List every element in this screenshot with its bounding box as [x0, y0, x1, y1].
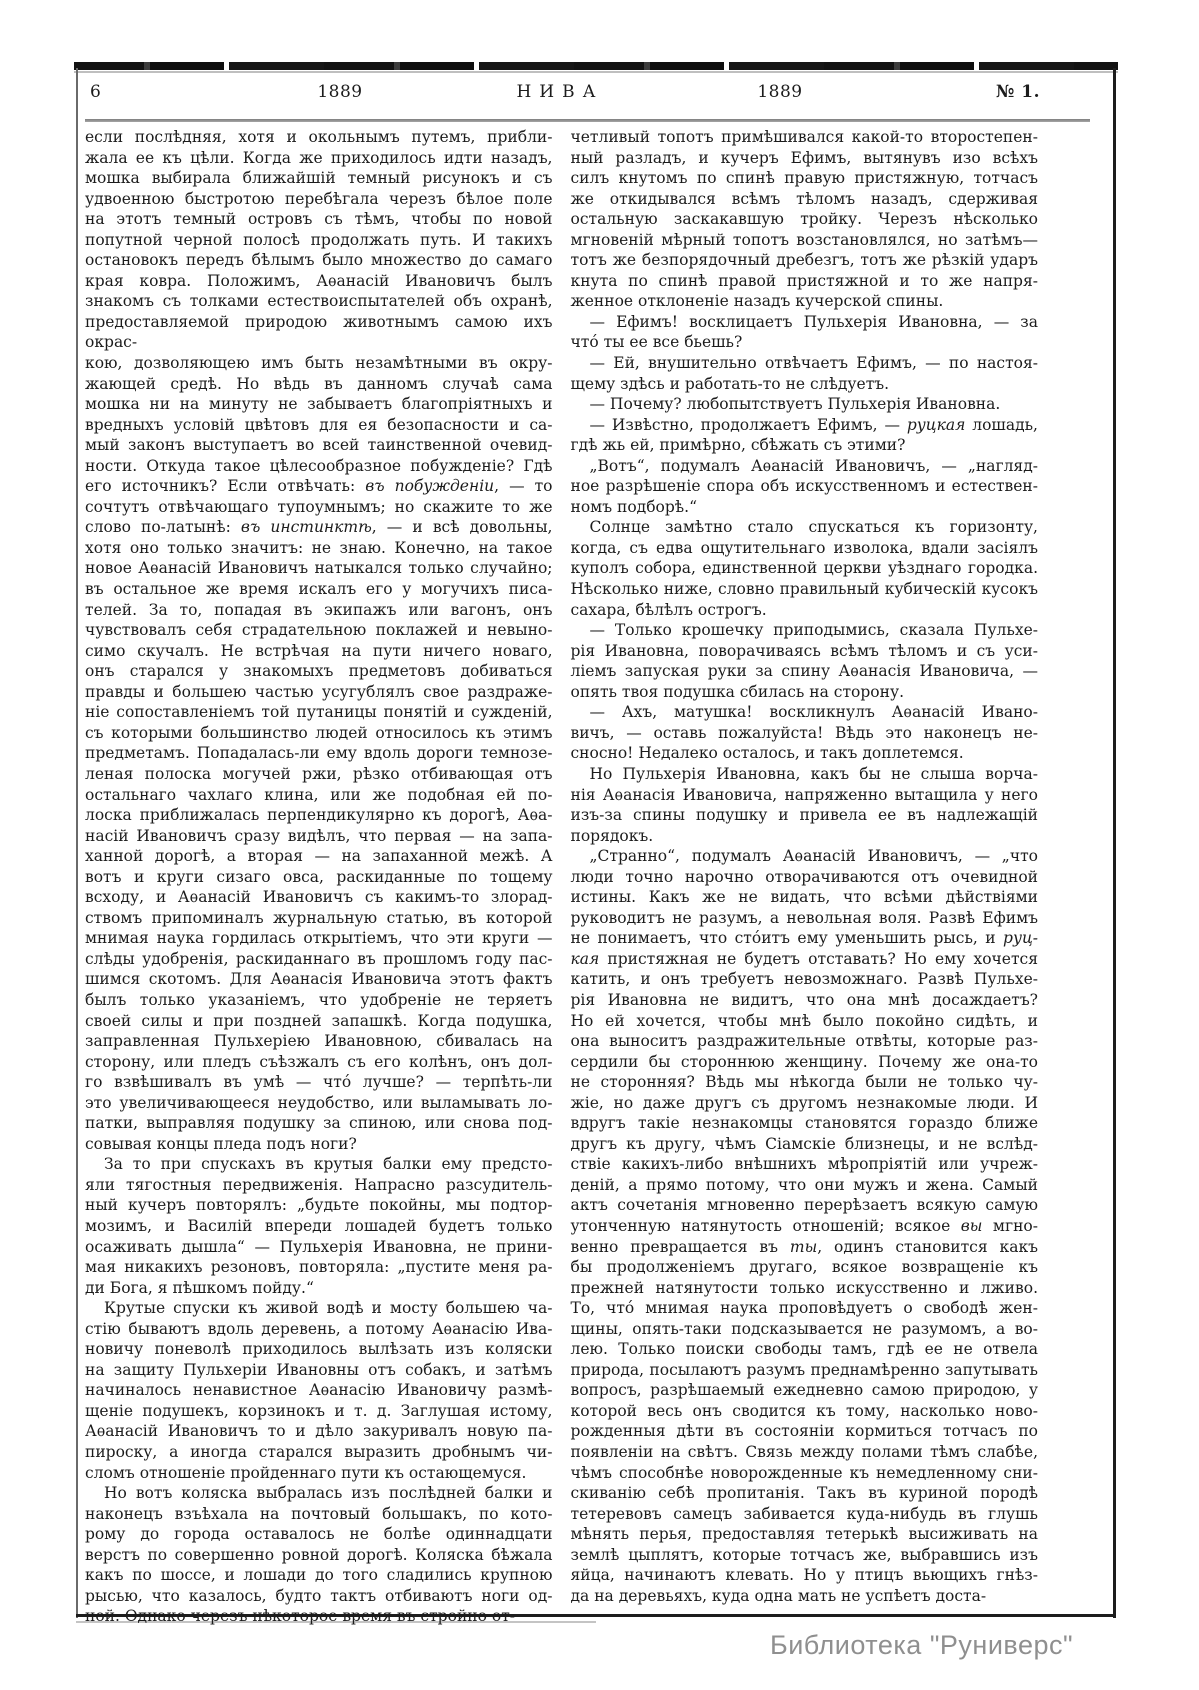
- text-line: какъ по шоссе, и лошади до того сладились крупною: [85, 1566, 553, 1585]
- text-line: былъ только указаніемъ, что удобреніе не теряетъ: [85, 990, 553, 1009]
- text-line: кою, дозволяющею имъ быть незамѣтными въ окру-: [85, 354, 553, 373]
- text-line: скиванію себѣ пропитанія. Такъ въ куриной породѣ: [570, 1484, 1038, 1503]
- page-frame-left-border: [76, 68, 78, 1618]
- text-line: лоска приближалась перпендикулярно къ дорогѣ, Аѳа-: [85, 806, 553, 825]
- text-line: Но Пульхерія Ивановна, какъ бы не слыша ворча-: [589, 764, 1038, 783]
- text-line: катить, и онъ требуетъ невозможнаго. Развѣ Пульхе-: [570, 970, 1038, 989]
- text-line: четливый топотъ примѣшивался какой-то второстепен-: [570, 128, 1038, 146]
- text-line: предметамъ. Попадалась-ли ему вдоль дороги темнозе-: [85, 744, 553, 763]
- text-line: кнута по спинѣ правой пристяжной и то же напря-: [570, 271, 1038, 290]
- text-line: люди точно нарочно отворачиваются отъ очевидной: [570, 867, 1038, 886]
- text-line: мошка выбирала ближайшій темный рисунокъ и съ: [85, 169, 553, 188]
- paragraph: [85, 127, 553, 1154]
- text-line: съ которыми большинство людей относилось къ этимъ: [85, 723, 553, 742]
- text-line: вредныхъ условій цвѣтовъ для ея безопасности и са-: [85, 415, 553, 434]
- text-line: когда, съ едва ощутительнаго изволока, вдали засіялъ: [570, 538, 1038, 557]
- text-line: правды и большею частью усугублялъ свое раздраже-: [85, 682, 553, 701]
- text-line: заправленная Пульхеріею Ивановною, сбивалась на: [85, 1032, 553, 1051]
- text-line: „Вотъ“, подумалъ Аѳанасій Ивановичъ, — „нагляд-: [589, 456, 1038, 475]
- text-line: верстъ по совершенно ровной дорогѣ. Коляска бѣжала: [85, 1545, 553, 1564]
- text-line: мый законъ выступаетъ во всей таинственной очевид-: [85, 436, 553, 455]
- text-line: знакомъ съ толками естествоиспытателей объ охранѣ,: [85, 292, 553, 311]
- text-line: вичъ, — оставь пожалуйста! Вѣдь это наконецъ не-: [570, 723, 1038, 742]
- paragraph: [571, 456, 1039, 518]
- text-line: сердили бы стороннюю женщину. Почему же она-то: [570, 1052, 1038, 1071]
- text-line: утонченную натянутость отношеній; всякое вы мгно-: [570, 1216, 1038, 1235]
- text-line: попутной черной полосѣ продолжать путь. И такихъ: [85, 230, 553, 249]
- text-line: новичу поневолѣ приходилось вылѣзать изъ коляски: [85, 1340, 553, 1359]
- paragraph: [571, 394, 1039, 415]
- text-line: ный кучеръ повторялъ: „будьте покойны, мы подтор-: [85, 1196, 553, 1215]
- text-line: Нѣсколько ниже, словно правильный кубическій кусокъ: [570, 580, 1038, 599]
- text-line: ный разладъ, и кучеръ Ефимъ, вытянувъ изо всѣхъ: [570, 148, 1038, 167]
- text-line: Но вотъ коляска выбралась изъ послѣдней балки и: [104, 1484, 553, 1503]
- text-line: — Только крошечку приподымись, сказала Пульхе-: [589, 621, 1038, 640]
- text-line: Крутые спуски къ живой водѣ и мосту большею ча-: [104, 1299, 553, 1318]
- issue-number: № 1.: [995, 82, 1040, 102]
- text-line: симо скучалъ. Не встрѣчая на пути ничего новаго,: [85, 641, 553, 660]
- text-line: шимся скотомъ. Для Аѳанасія Ивановича этотъ фактъ: [85, 970, 553, 989]
- text-column-left: [85, 127, 553, 1627]
- text-line: чувствовалъ себя страдательною поклажей и невыно-: [85, 621, 553, 640]
- text-line: ханной дорогѣ, а вторая — на запаханной межѣ. А: [85, 847, 553, 866]
- text-line: другъ къ другу, чѣмъ Сіамскіе близнецы, и не вслѣд-: [570, 1134, 1038, 1153]
- text-line: ствіе какихъ-либо внѣшнихъ мѣропріятій или учреж-: [570, 1155, 1038, 1174]
- text-line: ной. Однако черезъ нѣкоторое время въ стройно от-: [85, 1607, 516, 1626]
- text-line: щему здѣсь и работать-то не слѣдуетъ.: [570, 374, 890, 393]
- text-line: слѣды удобренія, раскиданнаго въ прошломъ году пас-: [85, 949, 553, 968]
- text-line: предоставляемой природою животнымъ самою ихъ окрас-: [85, 312, 553, 352]
- text-line: Солнце замѣтно стало спускаться къ горизонту,: [589, 518, 1038, 537]
- text-line: истины. Какъ же не видать, что всѣми дѣйствіями: [570, 888, 1038, 907]
- text-line: мозимъ, и Василій впереди лошадей будетъ только: [85, 1216, 553, 1235]
- text-line: щеніе подушекъ, корзинокъ и т. д. Заглушая истому,: [85, 1401, 553, 1420]
- text-line: совывая концы пледа подъ ноги?: [85, 1134, 357, 1153]
- text-line: которой весь онъ сводится къ тому, насколько ново-: [570, 1401, 1038, 1420]
- paragraph: [85, 1483, 553, 1627]
- magazine-title: НИВА: [516, 82, 604, 102]
- text-line: появленіи на свѣтъ. Связь между полами тѣмъ слабѣе,: [570, 1443, 1038, 1461]
- text-line: это увеличивающееся неудобство, или выламывать ло-: [85, 1093, 553, 1112]
- text-column-right: [571, 127, 1039, 1627]
- text-line: прежней натянутости только искусственно и лживо.: [570, 1278, 1038, 1297]
- library-watermark: Библиотека "Руниверс": [770, 1630, 1074, 1660]
- article-body: [85, 127, 1038, 1627]
- paragraph: [571, 517, 1039, 620]
- text-line: актъ сочетанія мгновенно перерѣзаетъ всякую самую: [570, 1196, 1038, 1215]
- text-line: рія Ивановна не видитъ, что она мнѣ досаждаетъ?: [570, 990, 1038, 1009]
- text-line: порядокъ.: [570, 826, 654, 845]
- text-line: телей. За то, попадая въ экипажъ или вагонъ, онъ: [85, 600, 553, 619]
- text-line: природа, посылаютъ разумъ преднамѣренно запутывать: [570, 1360, 1038, 1379]
- text-line: щины, опять-таки подсказывается не разумомъ, а во-: [570, 1319, 1038, 1338]
- text-line: края ковра. Положимъ, Аѳанасій Ивановичъ былъ: [85, 271, 553, 290]
- text-line: остальную заскакавшую тройку. Черезъ нѣсколько: [570, 210, 1038, 229]
- text-line: — Ей, внушительно отвѣчаетъ Ефимъ, — по настоя-: [589, 354, 1038, 373]
- text-line: пироску, а иногда старался выразить дробнымъ чи-: [85, 1443, 553, 1461]
- text-line: ности. Откуда такое цѣлесообразное побужденіе? Гдѣ: [85, 456, 553, 475]
- text-line: леная полоска могучей ржи, рѣзко отбивающая отъ: [85, 764, 553, 783]
- text-line: ліемъ запуская руки за спину Аѳанасія Ивановича, —: [570, 662, 1038, 681]
- text-line: го взвѣшивалъ въ умѣ — что́ лучше? — терпѣть-ли: [85, 1073, 553, 1092]
- paragraph: [85, 1298, 553, 1483]
- page-number: 6: [90, 82, 102, 102]
- text-line: — Извѣстно, продолжаетъ Ефимъ, — руцкая лошадь,: [589, 415, 1038, 434]
- text-line: рому до города оставалось не болѣе одиннадцати: [85, 1525, 553, 1544]
- text-line: деній, а прямо потому, что они мужъ и жена. Самый: [570, 1175, 1038, 1194]
- text-line: въ остальное же время искалъ его у могучихъ писа-: [85, 580, 553, 599]
- text-line: хотя оно только значитъ: не знаю. Конечно, на такое: [85, 538, 553, 557]
- header-year-right: 1889: [757, 82, 803, 102]
- paragraph: [571, 846, 1039, 1606]
- text-line: Но ей хочется, чтобы мнѣ было покойно сидѣть, и: [570, 1011, 1038, 1030]
- text-line: сносно! Недалеко осталось, и такъ доплетемся.: [570, 744, 964, 763]
- text-line: сахара, бѣлѣлъ острогъ.: [570, 600, 767, 619]
- text-line: не понимаетъ, что сто́итъ ему уменьшить рысь, и руц-: [570, 929, 1038, 948]
- text-line: мая никакихъ резоновъ, повторяла: „пустите меня ра-: [85, 1258, 553, 1277]
- paragraph: [571, 620, 1039, 702]
- page-frame-top-shadow: [74, 71, 1118, 73]
- text-line: чѣмъ способнѣе новорожденные къ немедленному сни-: [570, 1463, 1038, 1482]
- text-line: жіе, но даже другъ съ другомъ незнакомые люди. И: [570, 1093, 1038, 1112]
- text-line: тотъ же безпорядочный дребезгъ, тотъ же рѣзкій ударъ: [570, 251, 1038, 270]
- text-line: да на деревьяхъ, куда одна мать не успѣетъ доста-: [570, 1586, 987, 1605]
- text-line: всходу, и Аѳанасій Ивановичъ съ какимъ-то злорад-: [85, 888, 553, 907]
- text-line: землѣ цыплятъ, которые тотчасъ же, выбравшись изъ: [570, 1545, 1038, 1564]
- text-line: жала ее къ цѣли. Когда же приходилось идти назадъ,: [85, 148, 553, 167]
- text-line: же откидывался всѣмъ тѣломъ назадъ, сдерживая: [570, 189, 1038, 208]
- text-line: наконецъ взъѣхала на почтовый большакъ, по кото-: [85, 1504, 553, 1523]
- text-line: сторону, или пледъ съѣзжалъ съ его колѣнъ, онъ дол-: [85, 1052, 553, 1071]
- text-line: сломъ отношеніе пройденнаго пути къ остающемуся.: [85, 1463, 527, 1482]
- text-line: рожденныя дѣти въ состояніи кормиться тотчасъ по: [570, 1422, 1038, 1441]
- text-line: рысью, что казалось, будто тактъ отбиваютъ ноги од-: [85, 1586, 553, 1605]
- text-line: что́ ты ее все бьешь?: [570, 333, 743, 352]
- header-rule: [85, 119, 1090, 122]
- text-line: номъ подборѣ.“: [570, 497, 697, 516]
- text-line: ніе сопоставленіемъ той путаницы понятій и сужденій,: [85, 703, 553, 722]
- text-line: насій Ивановичъ сразу видѣлъ, что первая — на запа-: [85, 826, 553, 845]
- page-frame-right-border: [1113, 68, 1116, 1618]
- text-line: кая пристяжная не будетъ отставать? Но ему хочется: [570, 949, 1038, 968]
- text-line: мѣнять перья, предоставляя тетерькѣ высиживать на: [570, 1525, 1038, 1544]
- text-line: тетеревовъ самецъ забивается куда-нибудь въ глушь: [570, 1504, 1038, 1523]
- paragraph: [571, 702, 1039, 764]
- text-line: нія Аѳанасія Ивановича, напряженно вытащила у него: [570, 785, 1038, 804]
- text-line: вдругъ такіе незнакомцы становятся гораздо ближе: [570, 1114, 1038, 1133]
- text-line: остальнаго чахлаго клина, или же подобная ей по-: [85, 785, 553, 804]
- text-line: — Ахъ, матушка! воскликнулъ Аѳанасій Ивано-: [589, 703, 1038, 722]
- text-line: яли тягостныя передвиженія. Напрасно разсудитель-: [85, 1175, 553, 1194]
- text-line: мгновеній мѣрный топотъ возстановлялся, но затѣмъ—: [570, 230, 1038, 249]
- text-line: куполъ собора, единственной церкви уѣзднаго городка.: [570, 559, 1038, 578]
- text-line: „Странно“, подумалъ Аѳанасій Ивановичъ, — „что: [589, 847, 1038, 866]
- text-line: на защиту Пульхеріи Ивановны отъ собакъ, и затѣмъ: [85, 1360, 553, 1379]
- text-line: осаживать дышла“ — Пульхерія Ивановна, не прини-: [85, 1237, 553, 1256]
- paragraph: [571, 353, 1039, 394]
- text-line: руководитъ не разумъ, а невольная воля. Развѣ Ефимъ: [570, 908, 1038, 927]
- page-frame-top-edge: [74, 62, 1118, 70]
- paragraph: [85, 1154, 553, 1298]
- text-line: бы продолженіемъ другаго, всякое возвращеніе къ: [570, 1258, 1038, 1277]
- text-line: его источникъ? Если отвѣчать: въ побужденіи, — то: [85, 477, 553, 496]
- paragraph: [571, 312, 1039, 353]
- text-line: ное разрѣшеніе спора объ искусственномъ и естествен-: [570, 477, 1038, 496]
- text-line: рія Ивановна, поворачиваясь всѣмъ тѣломъ и съ уси-: [570, 641, 1038, 660]
- text-line: новое Аѳанасій Ивановичъ натыкался только случайно;: [85, 559, 553, 578]
- text-line: удвоенною быстротою перебѣгала черезъ бѣлое поле: [85, 189, 553, 208]
- text-line: женное отклоненіе назадъ кучерской спины.: [570, 292, 944, 311]
- paragraph: [571, 127, 1039, 312]
- text-line: слово по-латынѣ: въ инстинктѣ, — и всѣ довольны,: [85, 518, 553, 537]
- text-line: гдѣ жь ей, примѣрно, сбѣжать съ этими?: [570, 436, 906, 455]
- text-line: сочтутъ отвѣчающаго тупоумнымъ; но скажите то же: [85, 497, 553, 516]
- text-line: силъ кнутомъ по спинѣ правую пристяжную, тотчасъ: [570, 169, 1038, 188]
- paragraph: [571, 764, 1039, 846]
- paragraph: [571, 415, 1039, 456]
- text-line: опять твоя подушка сбилась на сторону.: [570, 682, 905, 701]
- text-line: яйца, начинаютъ клевать. Но у птицъ вьющихъ гнѣз-: [570, 1566, 1038, 1585]
- header-year-left: 1889: [317, 82, 363, 102]
- text-line: на этотъ темный островъ съ тѣмъ, чтобы по новой: [85, 210, 553, 229]
- text-line: — Почему? любопытствуетъ Пульхерія Ивановна.: [589, 395, 1001, 414]
- text-line: лею. Только поиски свободы тамъ, гдѣ ее не отвела: [570, 1340, 1038, 1359]
- text-line: своей силы и при поздней запашкѣ. Когда подушка,: [85, 1011, 553, 1030]
- text-line: онъ старался у знакомыхъ предметовъ добиваться: [85, 662, 553, 681]
- text-line: вопросъ, разрѣшаемый ежедневно самою природою, у: [570, 1381, 1038, 1400]
- text-line: вотъ и круги сизаго овса, раскиданные по тощему: [85, 867, 553, 886]
- text-line: патки, выправляя подушку за спиною, или снова под-: [85, 1114, 553, 1133]
- text-line: не сторонняя? Вѣдь мы нѣкогда были не только чу-: [570, 1073, 1038, 1092]
- text-line: остановокъ передъ бѣлымъ было множество до самаго: [85, 251, 553, 270]
- text-line: ствомъ припоминалъ журнальную статью, въ которой: [85, 908, 553, 927]
- text-line: мнимая наука гордилась открытіемъ, что эти круги —: [85, 929, 553, 948]
- text-line: То, что́ мнимая наука проповѣдуетъ о свободѣ жен-: [570, 1299, 1038, 1318]
- text-line: венно превращается въ ты, одинъ становится какъ: [570, 1237, 1038, 1256]
- text-line: изъ-за спины подушку и привела ее въ надлежащій: [570, 806, 1038, 825]
- text-line: стію бываютъ вдоль деревень, а потому Аѳанасію Ива-: [85, 1319, 553, 1338]
- text-line: она выноситъ раздражительные отвѣты, которые раз-: [570, 1032, 1038, 1051]
- text-line: Аѳанасій Ивановичъ то и дѣло закуривалъ новую па-: [85, 1422, 553, 1441]
- text-line: ди Бога, я пѣшкомъ пойду.“: [85, 1278, 314, 1297]
- text-line: — Ефимъ! восклицаетъ Пульхерія Ивановна, — за: [589, 312, 1038, 331]
- text-line: если послѣдняя, хотя и окольнымъ путемъ, прибли-: [85, 128, 553, 146]
- text-line: жающей средѣ. Но вѣдь въ данномъ случаѣ сама: [85, 374, 553, 393]
- text-line: За то при спускахъ въ крутыя балки ему предсто-: [104, 1155, 553, 1174]
- text-line: мошка ни на минуту не забываетъ благопріятныхъ и: [85, 395, 553, 414]
- text-line: начиналось ненавистное Аѳанасію Ивановичу размѣ-: [85, 1381, 553, 1400]
